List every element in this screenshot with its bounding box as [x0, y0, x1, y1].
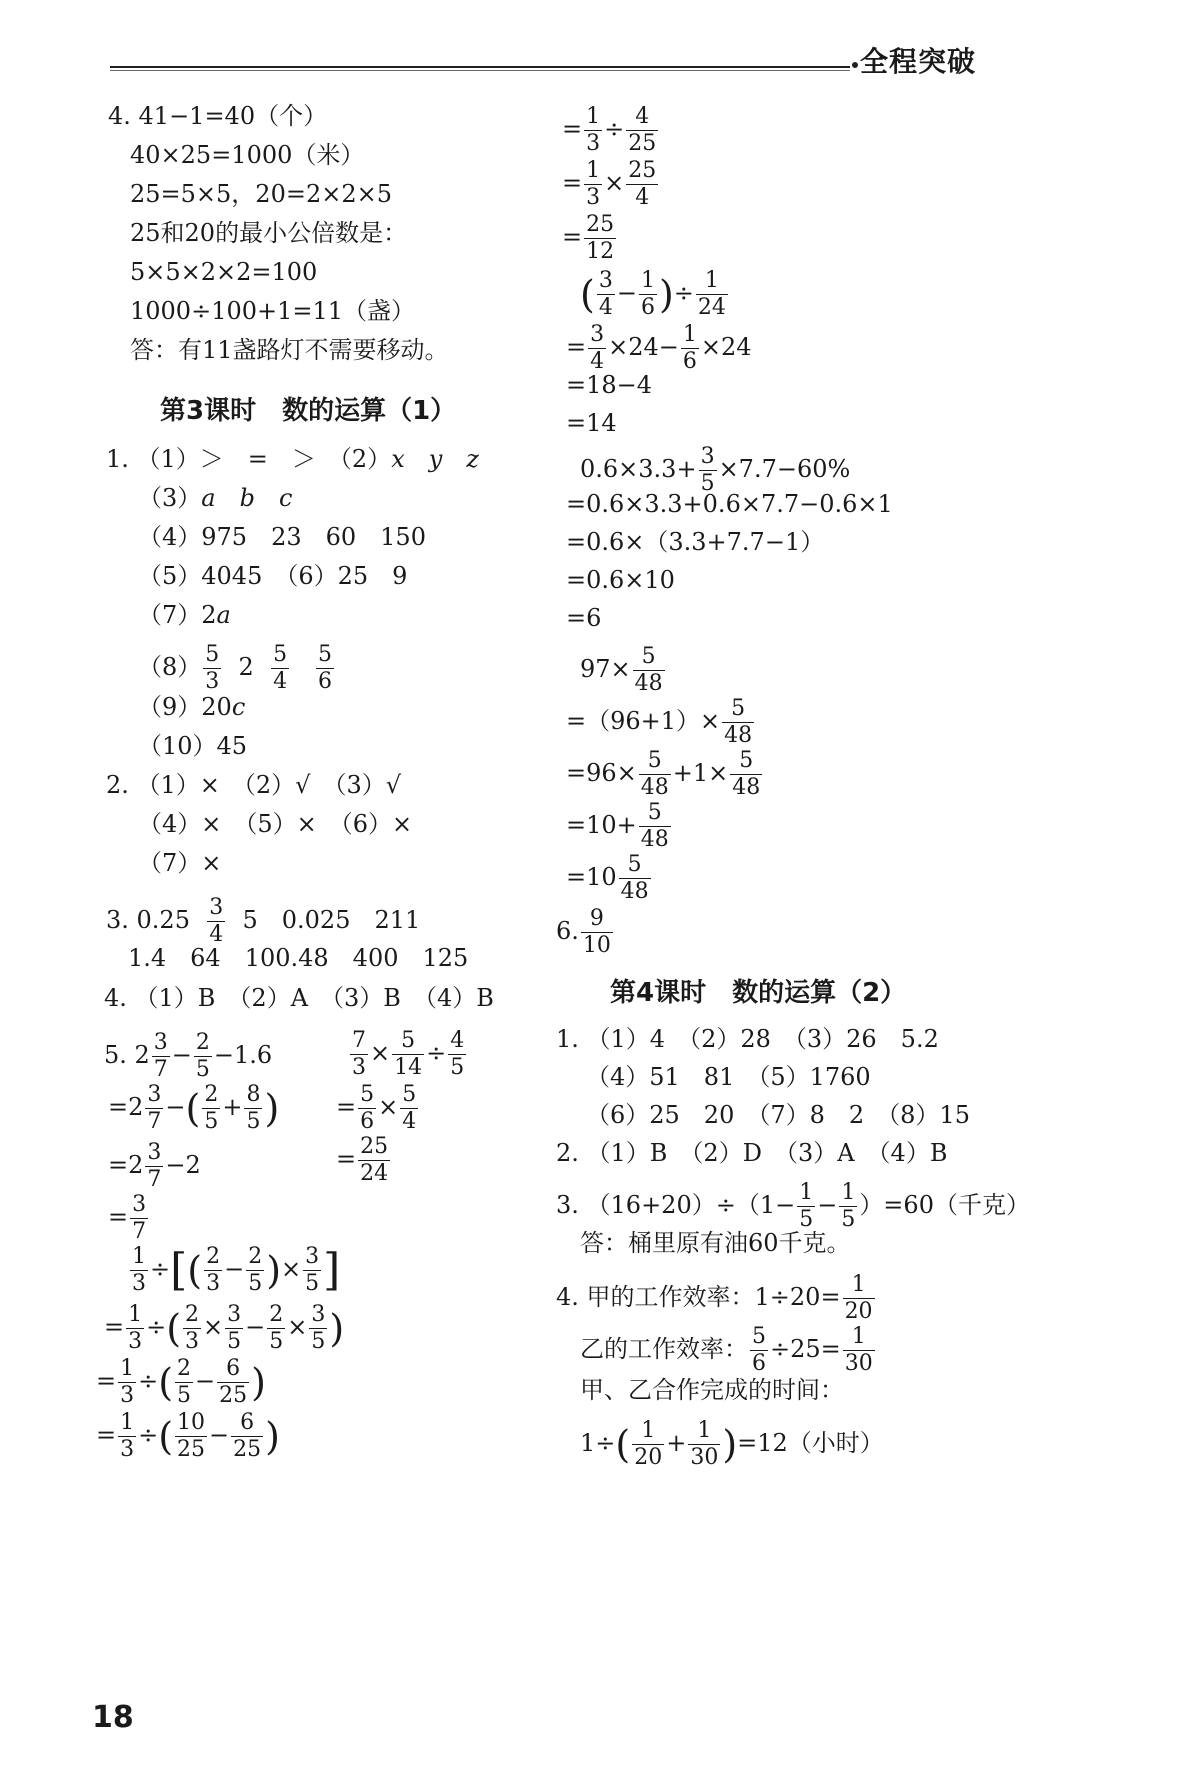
fraction: $\frac{1}{5}$	[799, 1180, 814, 1232]
fraction: $\frac{1}{6}$	[640, 268, 655, 320]
p4-line3: 甲、乙合作完成的时间：	[580, 1376, 844, 1404]
s5-line2: =2 $\frac{3}{7}$ −( $\frac{2}{5}$ + $\frac{8}{5}$ )	[108, 1082, 280, 1134]
p1-row3: （6）25 20 （7）8 2 （8）15	[586, 1101, 970, 1129]
p3-b: −	[817, 1191, 838, 1219]
p4-line2	[580, 1324, 877, 1377]
s3-row1	[106, 895, 420, 948]
fraction: $\frac{5}{48}$	[640, 800, 669, 852]
fraction: $\frac{3}{5}$	[311, 1302, 326, 1354]
s5b-line1: $\frac{7}{3}$ × $\frac{5}{14}$ ÷ $\frac{4}{5}$	[352, 1028, 465, 1080]
fraction: $\frac{4}{25}$	[628, 104, 657, 156]
s1-row6-label: （8）	[138, 653, 202, 681]
fraction: $\frac{1}{30}$	[844, 1324, 873, 1376]
fraction: $\frac{6}{25}$	[233, 1410, 262, 1462]
r-expr4-line1	[580, 644, 667, 697]
r-expr3-b: ×7.7−60%	[718, 455, 851, 483]
fraction: $\frac{1}{3}$	[120, 1410, 135, 1462]
fraction: $\frac{6}{25}$	[219, 1356, 248, 1408]
s5c-line2: = $\frac{1}{3}$ ÷( $\frac{2}{3}$ × $\frac{3}{5}$ − $\frac{2}{5}$ × $\frac{3}{5}$ )	[104, 1302, 345, 1354]
r-expr3-line3: =0.6×（3.3+7.7−1）	[566, 528, 825, 556]
fraction: $\frac{8}{5}$	[246, 1082, 261, 1134]
p4-line1	[556, 1272, 877, 1325]
r-expr4-d: +1×	[672, 759, 729, 787]
fraction: $\frac{9}{10}$	[582, 906, 611, 958]
s1-row6	[138, 642, 336, 695]
s1-row7-var: c	[231, 693, 246, 721]
s3-val1: 3. 0.25	[106, 906, 190, 934]
fraction: $\frac{3}{7}$	[147, 1140, 162, 1192]
page-number: 18	[92, 1700, 134, 1735]
r-expr2-line3: =18−4	[566, 371, 653, 399]
s5-line4: = $\frac{3}{7}$	[108, 1192, 147, 1244]
fraction: $\frac{1}{3}$	[120, 1356, 135, 1408]
s5c-line4: = $\frac{1}{3}$ ÷( $\frac{10}{25}$ − $\frac{6}{25}$ )	[96, 1410, 280, 1462]
header-rule-thin	[110, 70, 850, 71]
s5-two: −2	[165, 1151, 201, 1179]
fraction: $\frac{5}{48}$	[732, 748, 761, 800]
fraction: $\frac{2}{3}$	[185, 1302, 200, 1354]
r-expr2: ( $\frac{3}{4}$ − $\frac{1}{6}$ )÷ $\frac{1}{24}$	[580, 268, 726, 320]
fraction: $\frac{5}{48}$	[620, 852, 649, 904]
r-expr3-line4: =0.6×10	[566, 566, 675, 594]
s5-line3	[108, 1140, 201, 1193]
p4-b2: ÷25=	[770, 1335, 841, 1363]
s4-row: 4. （1）B （2）A （3）B （4）B	[104, 984, 494, 1012]
fraction: $\frac{3}{4}$	[590, 322, 605, 374]
q4-answer: 答：有11盏路灯不需要移动。	[130, 336, 449, 364]
fraction: $\frac{2}{5}$	[204, 1082, 219, 1134]
s1-row8: （10）45	[138, 732, 248, 760]
s5-minus: −1.6	[213, 1041, 273, 1069]
r-expr3-line5: =6	[566, 604, 602, 632]
s5-line1: 5. 2 $\frac{3}{7}$ − $\frac{2}{5}$ −1.6	[104, 1030, 273, 1082]
p4-a: 4. 甲的工作效率：1÷20=	[556, 1283, 841, 1311]
fraction: $\frac{2}{5}$	[177, 1356, 192, 1408]
r-expr4-line2	[566, 696, 756, 749]
s5b-line3: = $\frac{25}{24}$	[336, 1134, 389, 1186]
s1-row2	[138, 483, 292, 513]
r-expr4-a: 97×	[580, 655, 631, 683]
fraction: $\frac{1}{3}$	[586, 158, 601, 210]
fraction: $\frac{1}{20}$	[844, 1272, 873, 1324]
r-q6	[556, 906, 615, 959]
p3-a: 3. （16+20）÷（1−	[556, 1191, 796, 1219]
r-line2: = $\frac{1}{3}$ × $\frac{25}{4}$	[562, 158, 657, 210]
r-expr2-line4: =14	[566, 409, 617, 437]
q4-line5: 5×5×2×2=100	[130, 258, 318, 286]
fraction: $\frac{25}{12}$	[586, 212, 615, 264]
fraction: $\frac{25}{4}$	[628, 158, 657, 210]
p4-b: 乙的工作效率：	[580, 1335, 748, 1363]
s1-row3: （4）975 23 60 150	[138, 523, 426, 551]
s5b-line2: = $\frac{5}{6}$ × $\frac{5}{4}$	[336, 1082, 417, 1134]
s1-row5-var: a	[216, 601, 231, 629]
fraction: $\frac{5}{48}$	[724, 696, 753, 748]
r-expr4-line3	[566, 748, 764, 801]
fraction: $\frac{5}{14}$	[394, 1028, 423, 1080]
s2-row1: 2. （1）× （2）√ （3）√	[106, 771, 402, 799]
r-expr3-line2: =0.6×3.3+0.6×7.7−0.6×1	[566, 490, 893, 518]
r-expr4-f: =10	[566, 863, 617, 891]
fraction: $\frac{7}{3}$	[352, 1028, 366, 1080]
r-line3: = $\frac{25}{12}$	[562, 212, 615, 264]
s1-row1-vars: x y z	[391, 445, 479, 473]
lesson3-heading: 第3课时 数的运算（1）	[160, 396, 457, 426]
lesson4-heading: 第4课时 数的运算（2）	[610, 978, 907, 1008]
s1-row5-text: （7）2	[138, 601, 217, 629]
s2-row2: （4）× （5）× （6）×	[138, 810, 413, 838]
s1-row7	[138, 692, 245, 722]
s5c-line1: $\frac{1}{3}$ ÷[( $\frac{2}{3}$ − $\frac{2}{5}$ )× $\frac{3}{5}$ ]	[132, 1244, 341, 1296]
fraction: $\frac{4}{5}$	[450, 1028, 465, 1080]
fraction: $\frac{5}{6}$	[317, 642, 332, 694]
q4-line6: 1000÷100+1=11（盏）	[130, 297, 416, 325]
p3-c: ）=60（千克）	[859, 1191, 1030, 1219]
r-expr4-line4	[566, 800, 673, 853]
fraction: $\frac{5}{3}$	[205, 642, 220, 694]
fraction: $\frac{1}{6}$	[682, 322, 697, 374]
fraction: $\frac{3}{7}$	[132, 1192, 147, 1244]
fraction: $\frac{5}{4}$	[273, 642, 288, 694]
q4-line3: 25=5×5，20=2×2×5	[130, 180, 392, 208]
s1-row2-text: （3）	[138, 484, 202, 512]
fraction: $\frac{1}{20}$	[634, 1418, 663, 1470]
fraction: $\frac{5}{48}$	[634, 644, 663, 696]
r-expr4-line5	[566, 852, 653, 905]
r-q6-label: 6.	[556, 917, 579, 945]
fraction: $\frac{5}{48}$	[640, 748, 669, 800]
r-expr2-line2: = $\frac{3}{4}$ ×24− $\frac{1}{6}$ ×24	[566, 322, 752, 374]
fraction: $\frac{2}{5}$	[195, 1030, 210, 1082]
fraction: $\frac{5}{6}$	[360, 1082, 375, 1134]
header-dot	[852, 62, 858, 68]
fraction: $\frac{1}{3}$	[128, 1302, 143, 1354]
p3-line1	[556, 1180, 1030, 1233]
fraction: $\frac{2}{5}$	[248, 1244, 263, 1296]
s1-row4: （5）4045 （6）25 9	[138, 562, 408, 590]
p1-row2: （4）51 81 （5）1760	[586, 1063, 871, 1091]
fraction: $\frac{2}{3}$	[206, 1244, 221, 1296]
fraction: $\frac{5}{4}$	[402, 1082, 417, 1134]
q4-line1: 4. 41−1=40（个）	[108, 102, 328, 130]
header-rule	[110, 66, 850, 68]
fraction: $\frac{5}{6}$	[752, 1324, 766, 1376]
q4-line4: 25和20的最小公倍数是：	[130, 219, 408, 247]
p1-row1: 1. （1）4 （2）28 （3）26 5.2	[556, 1025, 939, 1053]
s1-row7-text: （9）20	[138, 693, 232, 721]
r-expr4-c: =96×	[566, 759, 637, 787]
p4-line4: 1÷( $\frac{1}{20}$ + $\frac{1}{30}$ )=12（小时）	[580, 1418, 884, 1470]
fraction: $\frac{3}{5}$	[227, 1302, 242, 1354]
r-expr4-b: =（96+1）×	[566, 707, 721, 735]
fraction: $\frac{1}{24}$	[697, 268, 726, 320]
s5-label: 5. 2	[104, 1041, 150, 1069]
s5-eq2: =2	[108, 1151, 144, 1179]
fraction: $\frac{1}{5}$	[841, 1180, 856, 1232]
fraction: $\frac{3}{5}$	[700, 444, 715, 496]
brand-title: 全程突破	[860, 45, 977, 78]
s3-row2: 1.4 64 100.48 400 125	[128, 944, 469, 972]
s2-row3: （7）×	[138, 849, 222, 877]
fraction: $\frac{3}{4}$	[209, 895, 224, 947]
s1-row2-vars: a b c	[201, 484, 293, 512]
fraction: $\frac{1}{3}$	[586, 104, 601, 156]
s1-row6-two: 2	[238, 653, 254, 681]
q4-line2: 40×25=1000（米）	[130, 141, 365, 169]
fraction: $\frac{2}{5}$	[269, 1302, 284, 1354]
fraction: $\frac{10}{25}$	[177, 1410, 206, 1462]
fraction: $\frac{3}{7}$	[153, 1030, 168, 1082]
s1-row5	[138, 600, 231, 630]
fraction: $\frac{3}{7}$	[147, 1082, 162, 1134]
r-expr3-a: 0.6×3.3+	[580, 455, 697, 483]
r-expr4-e: =10+	[566, 811, 637, 839]
r-line1: = $\frac{1}{3}$ ÷ $\frac{4}{25}$	[562, 104, 657, 156]
fraction: $\frac{3}{4}$	[598, 268, 613, 320]
fraction: $\frac{25}{24}$	[360, 1134, 389, 1186]
s5c-line3: = $\frac{1}{3}$ ÷( $\frac{2}{5}$ − $\frac{6}{25}$ )	[96, 1356, 266, 1408]
s1-row1-text: 1. （1）＞ = ＞ （2）	[106, 445, 392, 473]
fraction: $\frac{1}{3}$	[132, 1244, 146, 1296]
fraction: $\frac{1}{30}$	[690, 1418, 719, 1470]
fraction: $\frac{3}{5}$	[305, 1244, 320, 1296]
p3-answer: 答：桶里原有油60千克。	[580, 1229, 851, 1257]
s1-row1	[106, 444, 479, 474]
p4-d2: =12（小时）	[737, 1429, 884, 1457]
s3-vals: 5 0.025 211	[242, 906, 421, 934]
p4-d: 1÷	[580, 1429, 616, 1457]
p2-row: 2. （1）B （2）D （3）A （4）B	[556, 1139, 948, 1167]
